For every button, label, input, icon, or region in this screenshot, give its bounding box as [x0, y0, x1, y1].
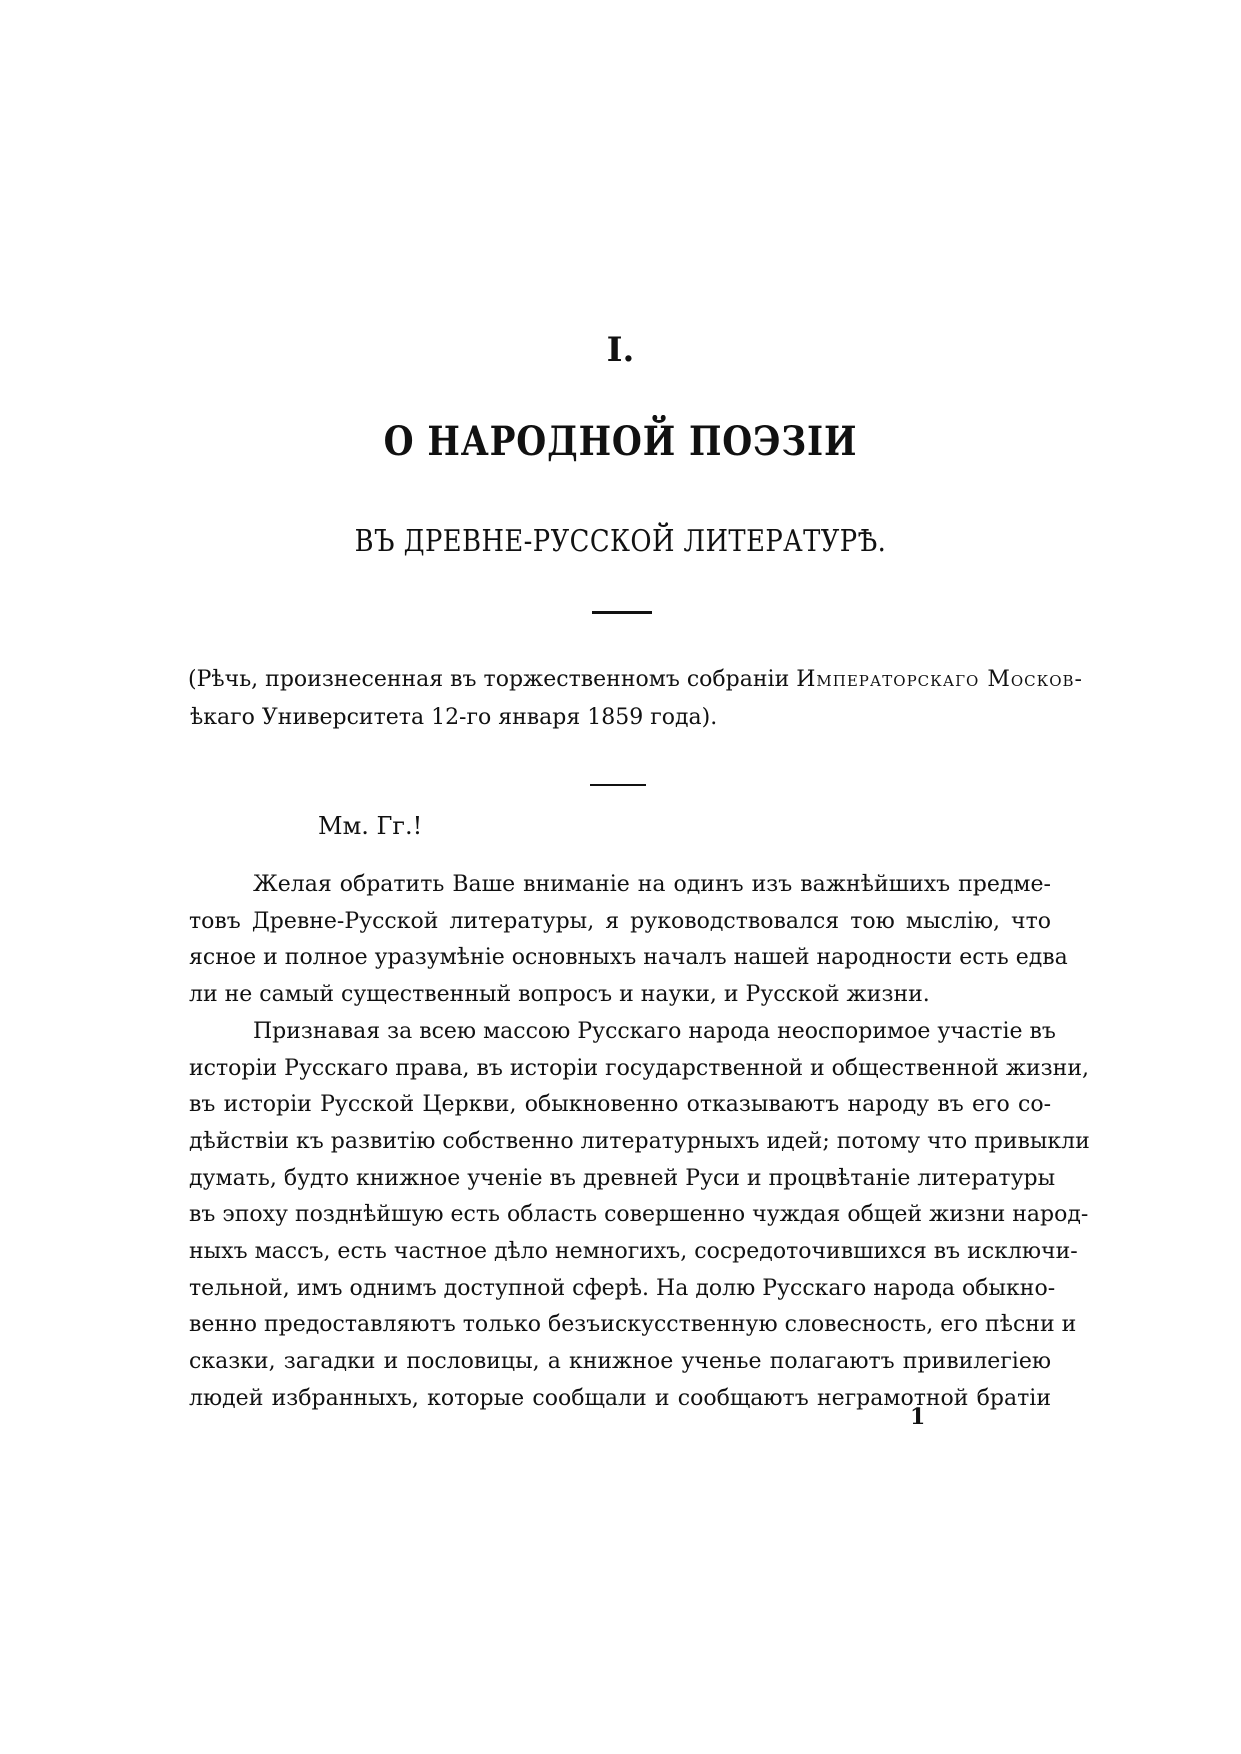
divider-rule — [590, 784, 646, 786]
text-line: тельной, имъ однимъ доступной сферѣ. На долю Русскаго народа обыкно- — [189, 1275, 1056, 1301]
text-line: ясное и полное уразумѣніе основныхъ началъ нашей народности есть едва — [189, 945, 1068, 971]
chapter-subtitle: ВЪ ДРЕВНЕ-РУССКОЙ ЛИТЕРАТУРѢ. — [354, 524, 887, 559]
speech-note-line: ѣкаго Университета 12-го января 1859 года). — [190, 705, 718, 730]
speech-note — [188, 661, 1083, 737]
text-line: ли не самый существенный вопросъ и науки, и Русской жизни. — [189, 982, 930, 1008]
chapter-number: I. — [606, 330, 635, 370]
text-line: въ исторіи Русской Церкви, обыкновенно отказываютъ народу въ его со- — [189, 1092, 1051, 1118]
text-line: исторіи Русскаго права, въ исторіи государственной и общественной жизни, — [189, 1055, 1089, 1081]
body-text — [189, 867, 1090, 1418]
text-line: венно предоставляютъ только безъискусственную словесность, его пѣсни и — [189, 1312, 1077, 1338]
text-line: Признавая за всею массою Русскаго народа неоспоримое участіе въ — [253, 1018, 1056, 1044]
speech-note-smallcaps: Императорскаго Москов- — [796, 667, 1083, 692]
divider-rule — [592, 611, 652, 614]
page-number: 1 — [910, 1404, 926, 1430]
salutation: Мм. Гг.! — [318, 812, 423, 840]
text-line: товъ Древне-Русской литературы, я руководствовался тою мыслію, что — [189, 908, 1051, 934]
chapter-title: О НАРОДНОЙ ПОЭЗІИ — [383, 418, 858, 465]
text-line: сказки, загадки и пословицы, а книжное ученье полагаютъ привилегіею — [189, 1349, 1051, 1375]
text-line: Желая обратить Ваше вниманіе на одинъ изъ важнѣйшихъ предме- — [253, 872, 1051, 897]
text-line: дѣйствіи къ развитію собственно литературныхъ идей; потому что привыкли — [189, 1128, 1090, 1154]
text-line: людей избранныхъ, которые сообщали и сообщаютъ неграмотной братіи — [189, 1385, 1051, 1411]
speech-note-text: (Рѣчь, произнесенная въ торжественномъ собраніи — [188, 667, 790, 692]
text-line: ныхъ массъ, есть частное дѣло немногихъ, сосредоточившихся въ исключи- — [189, 1239, 1078, 1265]
text-line: въ эпоху позднѣйшую есть область совершенно чуждая общей жизни народ- — [189, 1202, 1089, 1228]
speech-note-line — [188, 661, 1083, 699]
text-line: думать, будто книжное ученіе въ древней Руси и процвѣтаніе литературы — [189, 1165, 1056, 1191]
